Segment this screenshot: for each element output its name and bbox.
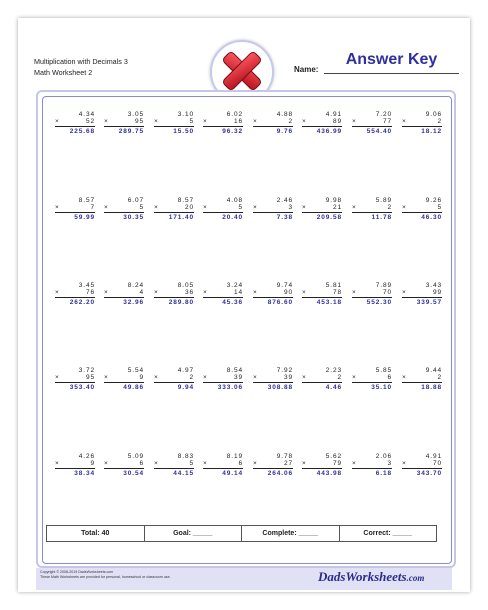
problem-top-number: 3.45 [78,282,95,289]
problem-bottom-number: 9 [139,374,144,381]
problem [352,111,392,135]
problem-answer: 18.12 [421,128,442,135]
problem-multiplier-row [104,374,144,383]
problem-bottom-number: 3 [387,460,392,467]
multiply-operator: × [154,289,158,296]
problem-bottom-number: 52 [85,118,95,125]
problem-multiplier-row [203,118,243,127]
multiply-operator: × [203,204,207,211]
problem-top-number: 3.24 [226,282,243,289]
problem-answer: 171.40 [168,214,194,221]
brand-part1: Dads [318,569,346,584]
problem-top-number: 4.88 [276,111,293,118]
problem [253,367,293,391]
problem [302,282,342,306]
score-row [46,525,437,542]
problem [55,197,95,221]
problem-answer: 38.34 [74,470,95,477]
problem [402,367,442,391]
copyright-text [40,570,171,580]
problem [302,197,342,221]
problem-bottom-number: 2 [337,374,342,381]
problem-bottom-number: 2 [437,374,442,381]
multiply-operator: × [203,289,207,296]
multiply-operator: × [352,460,356,467]
goal-cell: Goal: _____ [145,526,243,541]
problem-answer: 45.36 [222,299,243,306]
problem-top-number: 8.57 [177,197,194,204]
problems-frame [36,90,456,568]
multiply-operator: × [302,374,306,381]
problem [154,197,194,221]
problem-answer: 49.14 [222,470,243,477]
problem-answer: 11.78 [371,214,392,221]
problem-multiplier-row [352,289,392,298]
problem-top-number: 4.97 [177,367,194,374]
problem-bottom-number: 7 [90,204,95,211]
worksheet-title [34,56,128,78]
problem-bottom-number: 39 [283,374,293,381]
multiply-operator: × [253,289,257,296]
brand-part3: .com [406,573,425,583]
problem [302,367,342,391]
multiply-operator: × [154,460,158,467]
name-label: Name: [294,65,319,74]
problem-top-number: 8.57 [78,197,95,204]
problem-answer: 9.94 [177,384,194,391]
problem-answer: 30.54 [123,470,144,477]
problem-multiplier-row [402,374,442,383]
problem-top-number: 3.10 [177,111,194,118]
problem-multiplier-row [302,289,342,298]
problem-bottom-number: 77 [382,118,392,125]
problem-multiplier-row [253,289,293,298]
problem-answer: 4.46 [325,384,342,391]
problem-top-number: 2.06 [375,453,392,460]
problem-answer: 32.96 [123,299,144,306]
problem-bottom-number: 2 [189,374,194,381]
problem-multiplier-row [55,460,95,469]
problem-top-number: 5.09 [127,453,144,460]
problem-answer: 18.88 [421,384,442,391]
problem [352,197,392,221]
problem-top-number: 9.44 [425,367,442,374]
problem [154,367,194,391]
problem-bottom-number: 5 [437,204,442,211]
problem-bottom-number: 2 [288,118,293,125]
problem-answer: 289.80 [168,299,194,306]
problem-bottom-number: 78 [332,289,342,296]
problem [253,111,293,135]
problem [352,282,392,306]
problem-answer: 49.86 [123,384,144,391]
multiply-operator: × [302,460,306,467]
problem-answer: 333.06 [217,384,243,391]
problem-answer: 35.10 [371,384,392,391]
problem-top-number: 9.06 [425,111,442,118]
problem-bottom-number: 2 [387,204,392,211]
multiply-operator: × [104,118,108,125]
multiply-operator: × [352,289,356,296]
problem [55,453,95,477]
problem-top-number: 3.72 [78,367,95,374]
problem-answer: 343.70 [416,470,442,477]
problem-bottom-number: 21 [332,204,342,211]
problem-bottom-number: 5 [238,204,243,211]
problem-multiplier-row [154,460,194,469]
multiply-operator: × [154,118,158,125]
problem [203,282,243,306]
multiply-operator: × [55,374,59,381]
problem-answer: 6.18 [375,470,392,477]
name-line [324,73,459,74]
problem-bottom-number: 76 [85,289,95,296]
problem-multiplier-row [352,118,392,127]
problem [203,197,243,221]
problem-bottom-number: 2 [437,118,442,125]
problem-bottom-number: 36 [184,289,194,296]
problem-multiplier-row [154,204,194,213]
problem-answer: 264.06 [267,470,293,477]
multiply-operator: × [104,289,108,296]
worksheet-page [18,18,470,592]
problem-answer: 44.15 [173,470,194,477]
brand-part2: Worksheets [345,569,407,584]
problem-multiplier-row [104,204,144,213]
problem [402,197,442,221]
problem [55,282,95,306]
problem [104,367,144,391]
problem-answer: 436.99 [316,128,342,135]
problem-bottom-number: 3 [288,204,293,211]
problem-multiplier-row [302,118,342,127]
problem-top-number: 9.78 [276,453,293,460]
problem-top-number: 4.91 [325,111,342,118]
problem-multiplier-row [302,204,342,213]
problem-multiplier-row [253,118,293,127]
multiply-operator: × [203,374,207,381]
multiply-operator: × [302,118,306,125]
problem-answer: 308.88 [267,384,293,391]
problem-answer: 554.40 [366,128,392,135]
multiply-operator: × [203,118,207,125]
problem-answer: 96.32 [222,128,243,135]
problem [302,111,342,135]
problem-multiplier-row [203,289,243,298]
problem-multiplier-row [402,460,442,469]
problem-multiplier-row [402,289,442,298]
complete-cell: Complete: _____ [242,526,340,541]
problem-multiplier-row [203,374,243,383]
problem-answer: 15.50 [173,128,194,135]
problem [253,453,293,477]
multiply-operator: × [253,204,257,211]
problem [203,111,243,135]
problem-bottom-number: 95 [134,118,144,125]
problem [352,453,392,477]
brand-logo [318,569,424,585]
multiply-operator: × [203,460,207,467]
problem [253,282,293,306]
problem [55,111,95,135]
problem-top-number: 4.08 [226,197,243,204]
problem-top-number: 9.26 [425,197,442,204]
problem-multiplier-row [104,118,144,127]
multiply-operator: × [402,460,406,467]
problem-bottom-number: 5 [139,204,144,211]
worksheet-title-line1: Multiplication with Decimals 3 [34,57,128,66]
problem-multiplier-row [253,460,293,469]
problem-answer: 225.68 [69,128,95,135]
problem-answer: 46.30 [421,214,442,221]
problem-multiplier-row [104,460,144,469]
correct-cell: Correct: _____ [363,530,413,537]
problem-bottom-number: 9 [90,460,95,467]
multiply-operator: × [402,204,406,211]
problem-top-number: 5.85 [375,367,392,374]
problem-answer: 9.76 [276,128,293,135]
problem [154,111,194,135]
problem-bottom-number: 6 [139,460,144,467]
problem [402,111,442,135]
problem [154,453,194,477]
multiply-operator: × [55,204,59,211]
problem [253,197,293,221]
problem-top-number: 3.43 [425,282,442,289]
problem-multiplier-row [154,289,194,298]
multiply-operator: × [302,289,306,296]
problem [104,197,144,221]
problem-top-number: 8.19 [226,453,243,460]
problem [203,453,243,477]
problem-answer: 353.40 [69,384,95,391]
multiply-operator: × [154,374,158,381]
problem-bottom-number: 99 [432,289,442,296]
problem-answer: 59.99 [74,214,95,221]
problem-multiplier-row [55,118,95,127]
problem-top-number: 8.83 [177,453,194,460]
copyright-line1: Copyright © 2008-2019 DadsWorksheets.com [40,570,114,574]
problem-answer: 209.58 [316,214,342,221]
answer-key-label: Answer Key [345,51,438,68]
problem [352,367,392,391]
problem-top-number: 3.05 [127,111,144,118]
problem-bottom-number: 70 [382,289,392,296]
problem-bottom-number: 6 [238,460,243,467]
multiply-operator: × [253,374,257,381]
multiply-operator: × [352,374,356,381]
problem-multiplier-row [352,460,392,469]
problem-answer: 552.30 [366,299,392,306]
worksheet-title-line2: Math Worksheet 2 [34,68,93,77]
problem [55,367,95,391]
multiply-operator: × [55,460,59,467]
multiply-operator: × [104,460,108,467]
problem [402,282,442,306]
problem-multiplier-row [55,289,95,298]
problem-answer: 443.98 [316,470,342,477]
multiply-operator: × [352,118,356,125]
multiply-operator: × [402,374,406,381]
problem-top-number: 9.74 [276,282,293,289]
problem-top-number: 5.54 [127,367,144,374]
problem-answer: 20.40 [222,214,243,221]
problem-bottom-number: 20 [184,204,194,211]
problem [104,282,144,306]
problem-multiplier-row [55,374,95,383]
problem-multiplier-row [203,204,243,213]
problem [203,367,243,391]
problem-top-number: 2.46 [276,197,293,204]
problem-multiplier-row [352,374,392,383]
problem-bottom-number: 70 [432,460,442,467]
problem-top-number: 5.62 [325,453,342,460]
multiply-operator: × [104,204,108,211]
problem-answer: 7.38 [276,214,293,221]
problem-top-number: 5.89 [375,197,392,204]
multiply-operator: × [253,460,257,467]
problem-top-number: 7.20 [375,111,392,118]
problem-bottom-number: 16 [233,118,243,125]
copyright-line2: These Math Worksheets are provided for personal, homeschool or classroom use. [40,575,171,579]
problem-top-number: 7.92 [276,367,293,374]
problem-top-number: 8.05 [177,282,194,289]
multiply-operator: × [253,118,257,125]
problem-answer: 876.60 [267,299,293,306]
problem-bottom-number: 90 [283,289,293,296]
problem-top-number: 4.34 [78,111,95,118]
problem-bottom-number: 95 [85,374,95,381]
problem-multiplier-row [203,460,243,469]
problem-bottom-number: 6 [387,374,392,381]
problem-top-number: 8.54 [226,367,243,374]
problem-multiplier-row [302,374,342,383]
problem-multiplier-row [154,374,194,383]
problem-multiplier-row [154,118,194,127]
problem-multiplier-row [402,204,442,213]
problems-grid [42,96,452,564]
problem-multiplier-row [253,374,293,383]
problem-answer: 30.35 [123,214,144,221]
problem-bottom-number: 4 [139,289,144,296]
problem-top-number: 4.91 [425,453,442,460]
problem [104,453,144,477]
multiply-operator: × [352,204,356,211]
problem-top-number: 2.23 [325,367,342,374]
problem-multiplier-row [402,118,442,127]
problem-multiplier-row [352,204,392,213]
problem-bottom-number: 89 [332,118,342,125]
problem-multiplier-row [253,204,293,213]
problem-top-number: 9.98 [325,197,342,204]
problem-top-number: 5.81 [325,282,342,289]
multiply-operator: × [302,204,306,211]
problem-bottom-number: 14 [233,289,243,296]
problem-top-number: 7.89 [375,282,392,289]
problem [302,453,342,477]
problem-answer: 339.57 [416,299,442,306]
problem-top-number: 4.26 [78,453,95,460]
multiply-operator: × [55,289,59,296]
problem-top-number: 6.02 [226,111,243,118]
problem-answer: 289.75 [118,128,144,135]
multiply-operator: × [402,289,406,296]
problem [104,111,144,135]
problem-answer: 262.20 [69,299,95,306]
problem-multiplier-row [104,289,144,298]
problem-bottom-number: 39 [233,374,243,381]
problem-bottom-number: 79 [332,460,342,467]
problem-bottom-number: 27 [283,460,293,467]
multiply-operator: × [55,118,59,125]
problem-top-number: 6.07 [127,197,144,204]
problem [154,282,194,306]
problem-top-number: 8.24 [127,282,144,289]
problem-answer: 453.18 [316,299,342,306]
total-cell: Total: 40 [47,526,145,541]
problem-bottom-number: 5 [189,118,194,125]
problem-bottom-number: 5 [189,460,194,467]
problem-multiplier-row [55,204,95,213]
multiply-operator: × [402,118,406,125]
problem [402,453,442,477]
multiply-operator: × [104,374,108,381]
problem-multiplier-row [302,460,342,469]
multiply-operator: × [154,204,158,211]
